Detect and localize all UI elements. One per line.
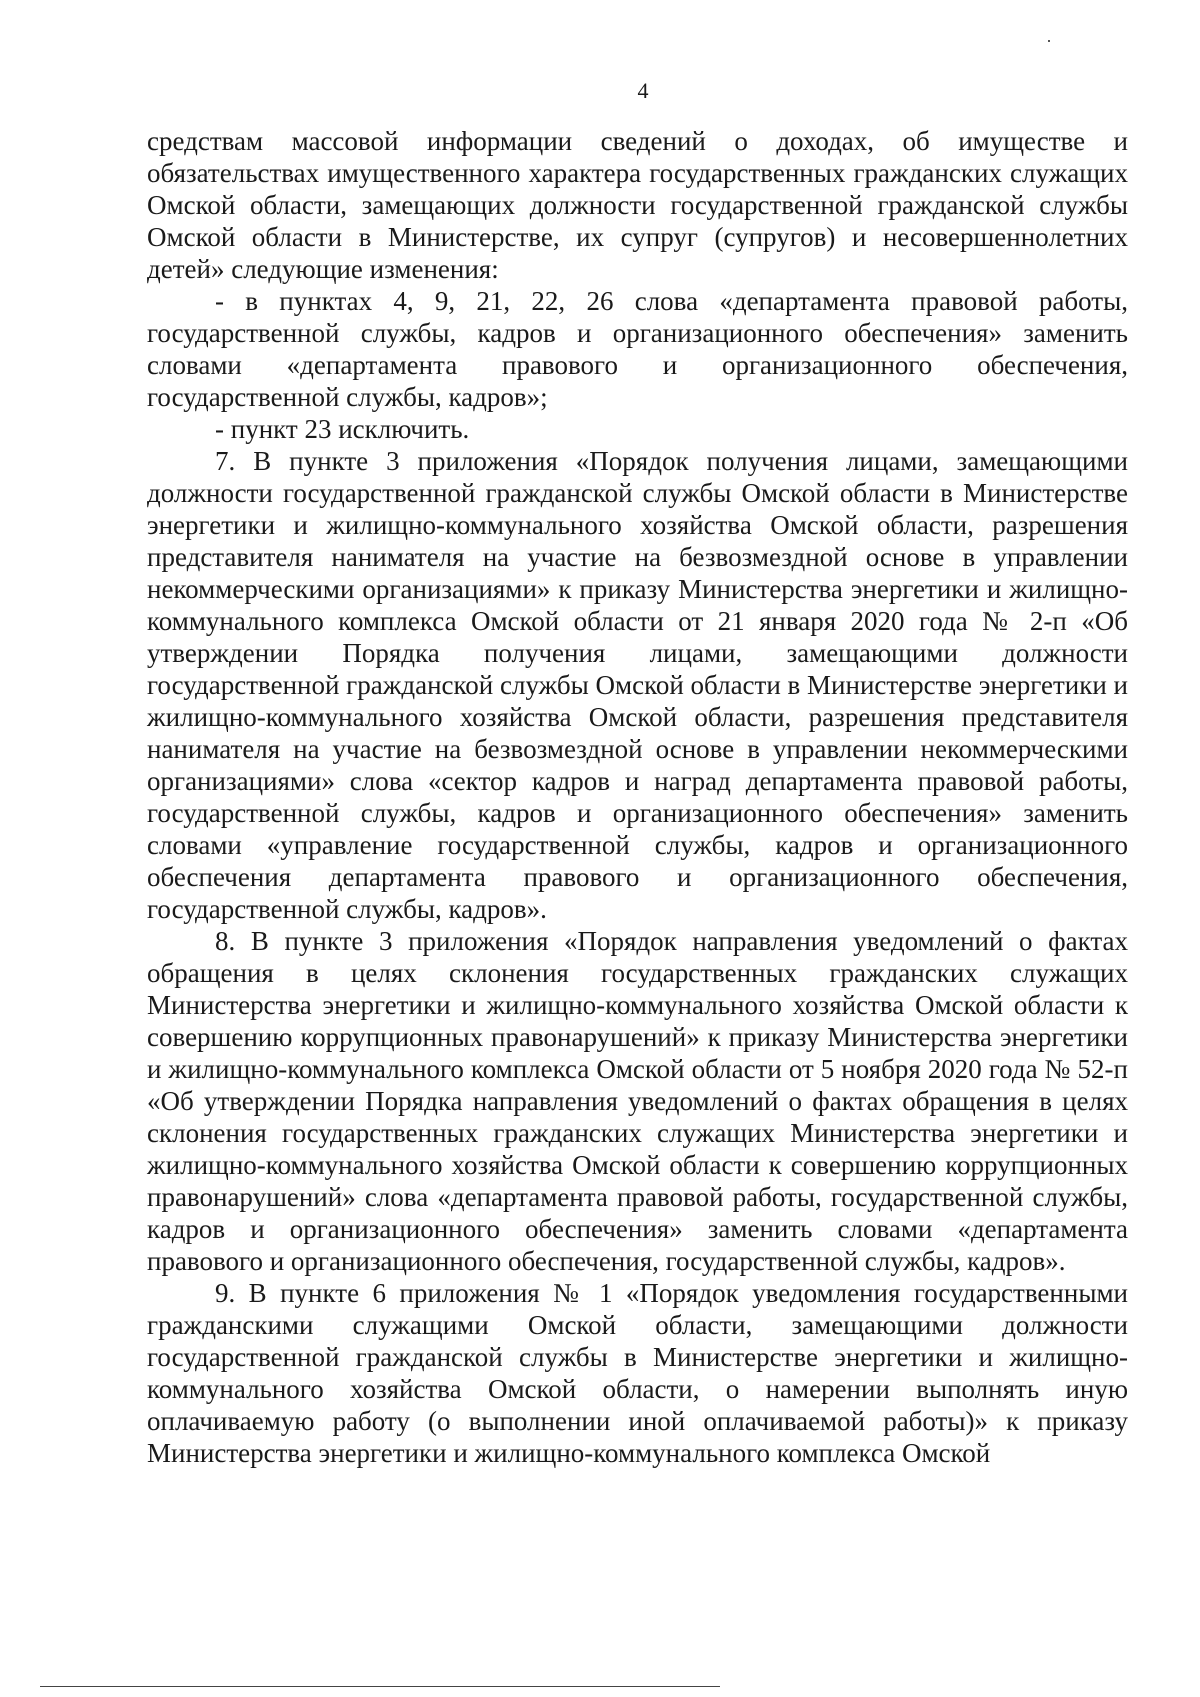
page-number: 4 xyxy=(637,78,649,103)
footer-rule xyxy=(40,1686,720,1687)
paragraph-continuation: средствам массовой информации сведений о доходах, об имуществе и обязательствах имущественного характера государственных гражданских служащих Омской области, замещающих должности государственной гражданской службы Омской области в Министерстве, их супруг (супругов) и несовершеннолетних детей» следующие изменения: xyxy=(147,126,1128,284)
paragraph-list-item-2: - пункт 23 исключить. xyxy=(215,414,470,444)
paragraph-item-9: 9. В пункте 6 приложения № 1 «Порядок уведомления государственными гражданскими служащими Омской области, замещающими должности государственной гражданской службы в Министерстве энергетики и жилищно-коммунального хозяйства Омской области, о намерении выполнять иную оплачиваемую работу (о выполнении иной оплачиваемой работы)» к приказу Министерства энергетики и жилищно-коммунального комплекса Омской xyxy=(147,1278,1128,1468)
paragraph-item-8: 8. В пункте 3 приложения «Порядок направления уведомлений о фактах обращения в целях склонения государственных гражданских служащих Министерства энергетики и жилищно-коммунального хозяйства Омской области к совершению коррупционных правонарушений» к приказу Министерства энергетики и жилищно-коммунального комплекса Омской области от 5 ноября 2020 года № 52-п «Об утверждении Порядка направления уведомлений о фактах обращения в целях склонения государственных гражданских служащих Министерства энергетики и жилищно-коммунального хозяйства Омской области к совершению коррупционных правонарушений» слова «департамента правовой работы, государственной службы, кадров и организационного обеспечения» заменить словами «департамента правового и организационного обеспечения, государственной службы, кадров». xyxy=(147,926,1128,1276)
paragraph-item-7: 7. В пункте 3 приложения «Порядок получения лицами, замещающими должности государственной гражданской службы Омской области в Министерстве энергетики и жилищно-коммунального хозяйства Омской области, разрешения представителя нанимателя на участие на безвозмездной основе в управлении некоммерческими организациями» к приказу Министерства энергетики и жилищно-коммунального комплекса Омской области от 21 января 2020 года № 2-п «Об утверждении Порядка получения лицами, замещающими должности государственной гражданской службы Омской области в Министерстве энергетики и жилищно-коммунального хозяйства Омской области, разрешения представителя нанимателя на участие на безвозмездной основе в управлении некоммерческими организациями» слова «сектор кадров и наград департамента правовой работы, государственной службы, кадров и организационного обеспечения» заменить словами «управление государственной службы, кадров и организационного обеспечения департамента правового и организационного обеспечения, государственной службы, кадров». xyxy=(147,446,1129,924)
document-body xyxy=(147,125,1128,1469)
paragraph-list-item-1: - в пунктах 4, 9, 21, 22, 26 слова «департамента правовой работы, государственной службы, кадров и организационного обеспечения» заменить словами «департамента правового и организационного обеспечения, государственной службы, кадров»; xyxy=(147,286,1128,412)
scan-artifact-dot xyxy=(1048,40,1050,42)
